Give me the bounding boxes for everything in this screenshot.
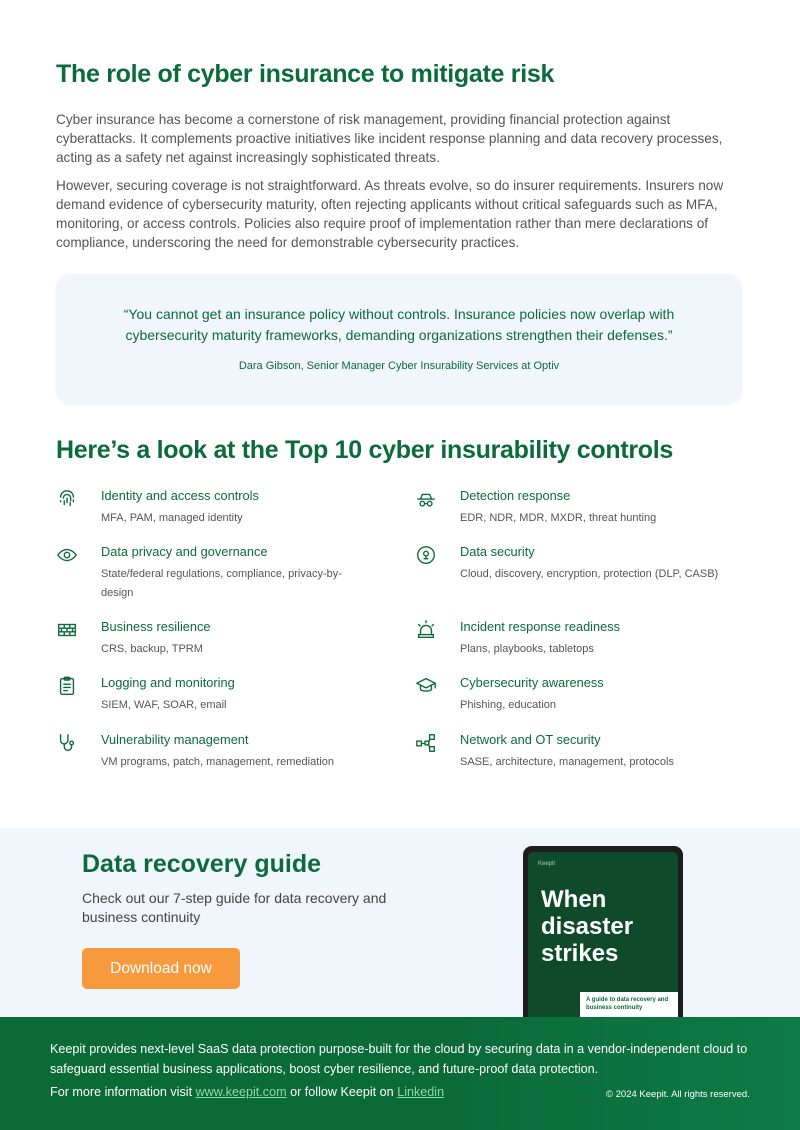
footer-text: Keepit provides next-level SaaS data protection purpose-built for the cloud by securing data in a vendor-independent cloud to safeguard essential business applications, boost cyber resilience, and future-proof data protection.	[50, 1042, 748, 1076]
control-title: Identity and access controls	[101, 488, 259, 503]
footer-more-middle: or follow Keepit on	[286, 1085, 398, 1099]
controls-title: Here’s a look at the Top 10 cyber insurability controls	[56, 436, 674, 464]
cover-title-line1: When	[541, 886, 607, 913]
graduation-cap-icon	[415, 675, 437, 697]
brick-wall-icon	[56, 619, 78, 641]
control-desc: Phishing, education	[460, 699, 557, 711]
alarm-bell-icon	[415, 619, 437, 641]
cover-title	[541, 886, 633, 967]
control-desc: MFA, PAM, managed identity	[101, 512, 243, 524]
footer-more-info	[50, 1085, 444, 1099]
fingerprint-icon	[56, 488, 78, 510]
control-title: Incident response readiness	[460, 619, 621, 634]
quote-text: “You cannot get an insurance policy without controls. Insurance policies now overlap with cybersecurity maturity frameworks, demanding organizations strengthen their defenses.”	[123, 306, 675, 343]
spy-icon	[415, 488, 437, 510]
cover-title-line2: disaster	[541, 913, 634, 940]
control-desc: SIEM, WAF, SOAR, email	[101, 699, 227, 711]
control-title: Data privacy and governance	[101, 544, 268, 559]
control-title: Detection response	[460, 488, 571, 503]
quote-author: Dara Gibson, Senior Manager Cyber Insurability Services at Optiv	[238, 360, 560, 372]
control-desc: EDR, NDR, MDR, MXDR, threat hunting	[460, 512, 657, 524]
control-title: Business resilience	[101, 619, 211, 634]
stethoscope-icon	[56, 732, 78, 754]
control-title: Network and OT security	[460, 732, 601, 747]
control-desc: Cloud, discovery, encryption, protection (DLP, CASB)	[460, 568, 719, 580]
copyright: © 2024 Keepit. All rights reserved.	[606, 1089, 750, 1100]
guide-cover-screen	[528, 852, 678, 1036]
website-link[interactable]: www.keepit.com	[195, 1085, 287, 1099]
control-desc: VM programs, patch, management, remediation	[101, 756, 334, 768]
lock-circle-icon	[415, 544, 437, 566]
control-title: Logging and monitoring	[101, 675, 235, 690]
cover-logo: Keepit	[538, 861, 556, 867]
control-desc: SASE, architecture, management, protocols	[460, 756, 674, 768]
linkedin-link[interactable]: Linkedin	[397, 1085, 445, 1099]
intro-paragraph: Cyber insurance has become a cornerstone of risk management, providing financial protection against cyberattacks. It complements proactive initiatives like incident response planning and data recovery processes, acting as a safety net against increasingly sophisticated threats.	[56, 112, 723, 165]
requirements-paragraph: However, securing coverage is not straightforward. As threats evolve, so do insurer requirements. Insurers now demand evidence of cybersecurity maturity, often rejecting applicants without critical safeguards such as MFA, monitoring, or access controls. Policies also require proof of implementation rather than mere declarations of compliance, underscoring the need for demonstrable cybersecurity practices.	[56, 178, 724, 250]
control-desc: Plans, playbooks, tabletops	[460, 643, 594, 655]
download-button[interactable]: Download now	[82, 948, 240, 989]
control-title: Cybersecurity awareness	[460, 675, 604, 690]
cover-subtitle: A guide to data recovery and business continuity	[580, 992, 678, 1036]
footer-more-prefix: For more information visit	[50, 1085, 196, 1099]
control-title: Data security	[460, 544, 535, 559]
control-desc: State/federal regulations, compliance, privacy-by-design	[101, 568, 342, 599]
quote-box	[56, 274, 742, 404]
eye-icon	[56, 544, 78, 566]
section-title: The role of cyber insurance to mitigate risk	[56, 60, 555, 88]
network-nodes-icon	[415, 732, 437, 754]
guide-cover-tablet	[523, 846, 683, 1036]
promo-text: Check out our 7-step guide for data recovery and business continuity	[82, 890, 387, 925]
control-desc: CRS, backup, TPRM	[101, 643, 203, 655]
cover-title-line3: strikes	[541, 940, 619, 967]
control-title: Vulnerability management	[101, 732, 249, 747]
promo-title: Data recovery guide	[82, 850, 321, 878]
clipboard-icon	[56, 675, 78, 697]
